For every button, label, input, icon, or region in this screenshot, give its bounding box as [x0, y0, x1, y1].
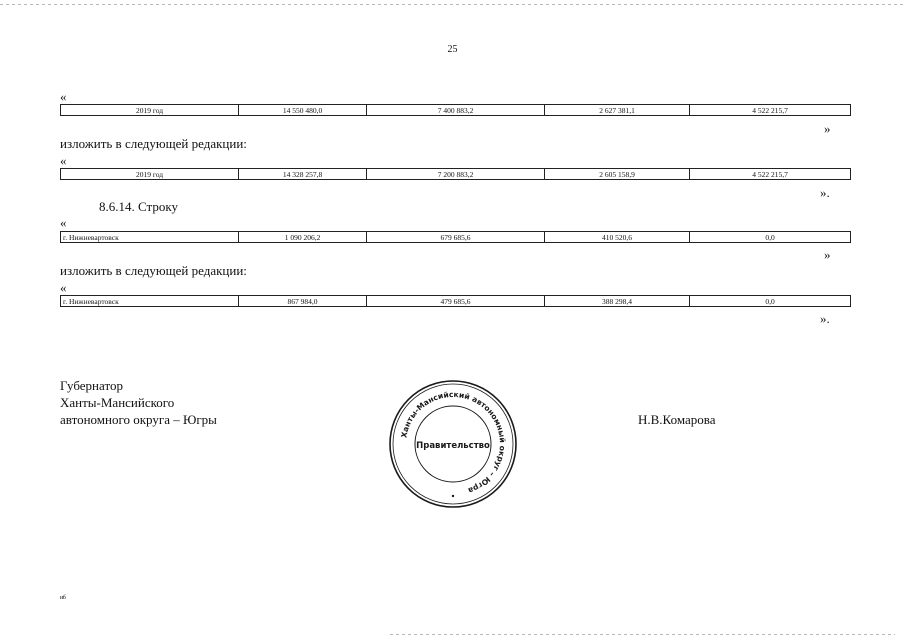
scan-artifact-top	[0, 4, 905, 5]
table-row-new-2019	[60, 168, 851, 180]
cell-value: 479 685,6	[367, 296, 545, 307]
cell-value: 0,0	[690, 296, 851, 307]
svg-text:Ханты-Мансийский автономный ок: Ханты-Мансийский автономный округ – Югра	[399, 389, 508, 496]
cell-value: 2 627 381,1	[545, 105, 690, 116]
cell-total: 14 328 257,8	[239, 169, 367, 180]
table-row-original-2019	[60, 104, 851, 116]
open-quote: «	[60, 215, 67, 230]
cell-value: 4 522 215,7	[690, 105, 851, 116]
close-quote-period: ».	[820, 185, 830, 200]
table-row-original-nizhnevartovsk	[60, 231, 851, 243]
page-number: 25	[447, 44, 458, 55]
close-quote-period: ».	[820, 311, 830, 326]
cell-value: 7 400 883,2	[367, 105, 545, 116]
replace-instruction: изложить в следующей редакции:	[60, 136, 247, 151]
cell-value: 4 522 215,7	[690, 169, 851, 180]
cell-value: 388 298,4	[545, 296, 690, 307]
signatory-title: Ханты-Мансийского	[60, 395, 175, 410]
cell-total: 1 090 206,2	[239, 232, 367, 243]
cell-value: 410 520,6	[545, 232, 690, 243]
close-quote: »	[824, 121, 831, 136]
close-quote: »	[824, 247, 831, 262]
cell-value: 7 200 883,2	[367, 169, 545, 180]
section-heading: 8.6.14. Строку	[99, 199, 178, 214]
signatory-title: Губернатор	[60, 378, 123, 393]
cell-label: 2019 год	[61, 105, 239, 116]
signatory-title: автономного округа – Югры	[60, 412, 217, 427]
cell-total: 14 550 480,0	[239, 105, 367, 116]
signatory-name: Н.В.Комарова	[638, 412, 716, 427]
cell-total: 867 984,0	[239, 296, 367, 307]
footer-mark: иб	[60, 595, 66, 601]
cell-label: г. Нижневартовск	[61, 232, 239, 243]
cell-value: 2 605 158,9	[545, 169, 690, 180]
cell-value: 679 685,6	[367, 232, 545, 243]
cell-value: 0,0	[690, 232, 851, 243]
open-quote: «	[60, 280, 67, 295]
replace-instruction: изложить в следующей редакции:	[60, 263, 247, 278]
open-quote: «	[60, 153, 67, 168]
table-row-new-nizhnevartovsk	[60, 295, 851, 307]
svg-text:Правительство: Правительство	[416, 441, 490, 451]
scan-artifact-bottom	[390, 634, 895, 635]
official-seal	[387, 378, 519, 510]
open-quote: «	[60, 89, 67, 104]
cell-label: г. Нижневартовск	[61, 296, 239, 307]
cell-label: 2019 год	[61, 169, 239, 180]
